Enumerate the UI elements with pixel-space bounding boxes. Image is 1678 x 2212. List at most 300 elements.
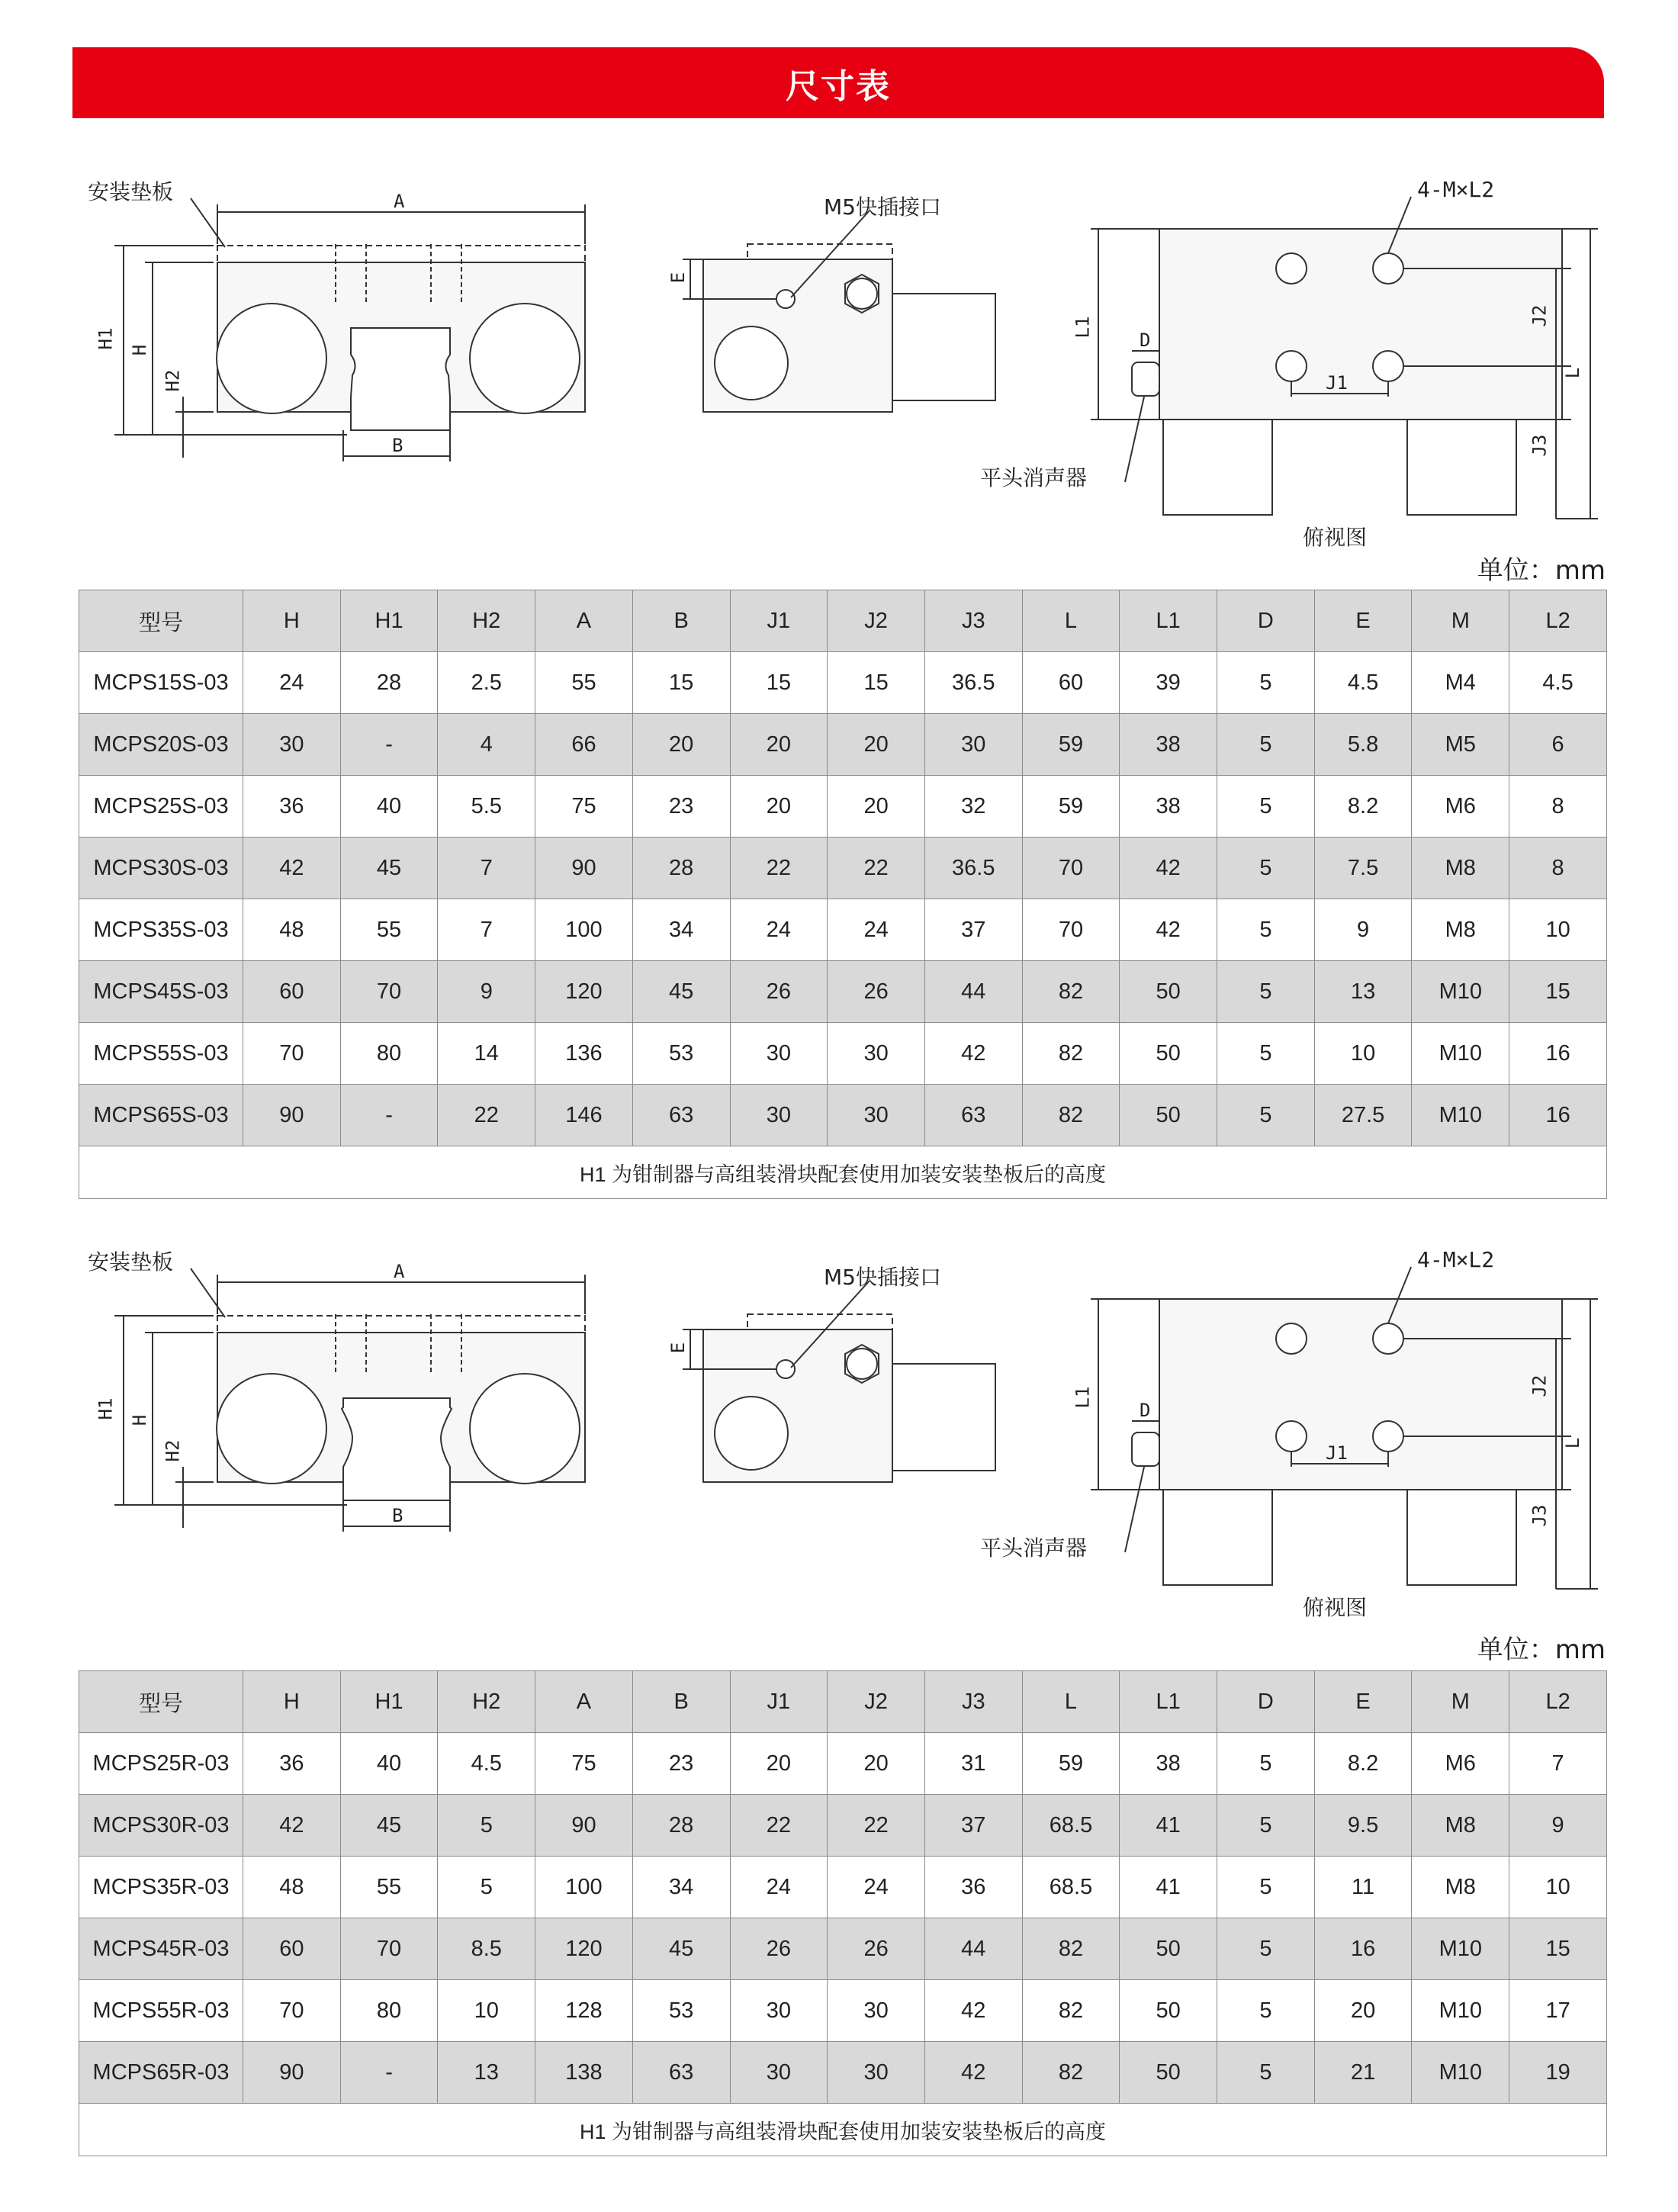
m5-port: [776, 1360, 795, 1378]
value-cell: 68.5: [1022, 1795, 1120, 1857]
front-cylinder-left: [217, 304, 326, 413]
unit-label-2: 单位：mm: [1477, 1635, 1606, 1665]
value-cell: 23: [632, 776, 730, 838]
value-cell: M10: [1412, 1023, 1509, 1085]
value-cell: 28: [632, 838, 730, 899]
value-cell: 15: [632, 652, 730, 714]
column-header: M: [1412, 590, 1509, 652]
value-cell: 7.5: [1314, 838, 1412, 899]
value-cell: 22: [438, 1085, 535, 1146]
value-cell: 63: [632, 2042, 730, 2104]
value-cell: 63: [924, 1085, 1022, 1146]
value-cell: 80: [340, 1023, 438, 1085]
value-cell: 15: [1509, 961, 1607, 1023]
value-cell: 10: [438, 1980, 535, 2042]
value-cell: M5: [1412, 714, 1509, 776]
quick-connector-label: M5快插接口: [824, 195, 941, 220]
dim-h-label: H: [129, 1414, 151, 1426]
value-cell: 50: [1120, 961, 1217, 1023]
value-cell: 82: [1022, 1918, 1120, 1980]
value-cell: 45: [340, 1795, 438, 1857]
value-cell: 45: [632, 1918, 730, 1980]
column-header: H: [243, 1671, 341, 1733]
value-cell: 42: [243, 838, 341, 899]
dim-j1-label: J1: [1326, 1442, 1348, 1464]
value-cell: 66: [535, 714, 633, 776]
value-cell: 24: [828, 899, 925, 961]
dim-a-label: A: [394, 1261, 405, 1282]
column-header: D: [1217, 590, 1315, 652]
value-cell: M8: [1412, 899, 1509, 961]
value-cell: 5: [438, 1795, 535, 1857]
column-header: H1: [340, 590, 438, 652]
column-header: 型号: [79, 1671, 243, 1733]
value-cell: 80: [340, 1980, 438, 2042]
value-cell: 34: [632, 1857, 730, 1918]
value-cell: 15: [828, 652, 925, 714]
value-cell: 53: [632, 1023, 730, 1085]
value-cell: 20: [1314, 1980, 1412, 2042]
value-cell: 26: [828, 1918, 925, 1980]
value-cell: 9: [438, 961, 535, 1023]
value-cell: 60: [243, 1918, 341, 1980]
value-cell: 38: [1120, 714, 1217, 776]
header-banner: [72, 47, 1604, 118]
value-cell: 146: [535, 1085, 633, 1146]
value-cell: 5: [1217, 1980, 1315, 2042]
table-row: [79, 838, 1607, 899]
value-cell: 14: [438, 1023, 535, 1085]
value-cell: 16: [1509, 1085, 1607, 1146]
model-cell: MCPS65R-03: [79, 2042, 243, 2104]
value-cell: 21: [1314, 2042, 1412, 2104]
value-cell: 4.5: [1509, 652, 1607, 714]
value-cell: 16: [1314, 1918, 1412, 1980]
value-cell: 30: [828, 1023, 925, 1085]
value-cell: 40: [340, 1733, 438, 1795]
front-cylinder-right: [470, 304, 580, 413]
dim-b-label: B: [392, 435, 403, 456]
column-header: J3: [924, 590, 1022, 652]
value-cell: 8: [1509, 776, 1607, 838]
value-cell: 42: [924, 1980, 1022, 2042]
unit-label: 单位：mm: [1477, 555, 1606, 586]
value-cell: 5.8: [1314, 714, 1412, 776]
value-cell: 55: [535, 652, 633, 714]
column-header: J2: [828, 590, 925, 652]
value-cell: 75: [535, 1733, 633, 1795]
value-cell: M10: [1412, 961, 1509, 1023]
dim-j1-label: J1: [1326, 372, 1348, 394]
column-header: L2: [1509, 1671, 1607, 1733]
value-cell: 5: [1217, 1023, 1315, 1085]
value-cell: 20: [828, 776, 925, 838]
page-title: 尺寸表: [786, 66, 891, 106]
model-cell: MCPS55S-03: [79, 1023, 243, 1085]
value-cell: 20: [828, 1733, 925, 1795]
table-row: [79, 1085, 1607, 1146]
side-extension: [892, 294, 995, 400]
value-cell: M10: [1412, 1980, 1509, 2042]
top-cylinder-right: [1407, 420, 1516, 515]
silencer-shape: [1132, 362, 1159, 396]
table-note: H1 为钳制器与高组装滑块配套使用加装安装垫板后的高度: [79, 2104, 1607, 2156]
value-cell: 11: [1314, 1857, 1412, 1918]
column-header: B: [632, 590, 730, 652]
top-cylinder-right: [1407, 1490, 1516, 1585]
column-header: B: [632, 1671, 730, 1733]
value-cell: 4: [438, 714, 535, 776]
value-cell: 70: [340, 1918, 438, 1980]
dim-j2-label: J2: [1529, 1374, 1551, 1397]
value-cell: 44: [924, 1918, 1022, 1980]
value-cell: M8: [1412, 1857, 1509, 1918]
column-header: A: [535, 590, 633, 652]
value-cell: 70: [243, 1980, 341, 2042]
value-cell: 75: [535, 776, 633, 838]
dim-d-label: D: [1140, 1400, 1151, 1421]
value-cell: 20: [828, 714, 925, 776]
table-row: [79, 714, 1607, 776]
value-cell: 90: [243, 2042, 341, 2104]
value-cell: M6: [1412, 1733, 1509, 1795]
value-cell: 38: [1120, 1733, 1217, 1795]
value-cell: 40: [340, 776, 438, 838]
value-cell: 4.5: [438, 1733, 535, 1795]
value-cell: 120: [535, 961, 633, 1023]
value-cell: 8.2: [1314, 776, 1412, 838]
column-header: E: [1314, 1671, 1412, 1733]
mounting-plate-shape: [217, 1316, 585, 1333]
table-row: [79, 1980, 1607, 2042]
value-cell: 82: [1022, 961, 1120, 1023]
value-cell: 7: [438, 838, 535, 899]
value-cell: -: [340, 2042, 438, 2104]
value-cell: 37: [924, 1795, 1022, 1857]
value-cell: 55: [340, 899, 438, 961]
dim-d-label: D: [1140, 330, 1151, 351]
dim-l-label: L: [1562, 1437, 1584, 1449]
dim-e-label: E: [667, 1342, 690, 1354]
value-cell: 15: [730, 652, 828, 714]
value-cell: 30: [730, 1980, 828, 2042]
value-cell: 59: [1022, 1733, 1120, 1795]
value-cell: 128: [535, 1980, 633, 2042]
model-cell: MCPS30S-03: [79, 838, 243, 899]
column-header: H: [243, 590, 341, 652]
table-row: [79, 961, 1607, 1023]
value-cell: 41: [1120, 1795, 1217, 1857]
value-cell: 41: [1120, 1857, 1217, 1918]
value-cell: 70: [1022, 838, 1120, 899]
value-cell: 50: [1120, 1085, 1217, 1146]
value-cell: M10: [1412, 1085, 1509, 1146]
silencer-label: 平头消声器: [980, 1535, 1088, 1561]
dim-h1-label: H1: [95, 1397, 117, 1420]
quick-connector-label: M5快插接口: [824, 1265, 941, 1290]
value-cell: 48: [243, 1857, 341, 1918]
dim-l-label: L: [1562, 367, 1584, 379]
table-row: [79, 1857, 1607, 1918]
value-cell: 68.5: [1022, 1857, 1120, 1918]
value-cell: 5: [1217, 2042, 1315, 2104]
top-body: [1159, 229, 1562, 420]
value-cell: M4: [1412, 652, 1509, 714]
value-cell: 5: [1217, 1857, 1315, 1918]
model-cell: MCPS65S-03: [79, 1085, 243, 1146]
table-row: [79, 1795, 1607, 1857]
value-cell: 70: [243, 1023, 341, 1085]
table-row: [79, 899, 1607, 961]
value-cell: 100: [535, 899, 633, 961]
value-cell: 82: [1022, 1023, 1120, 1085]
value-cell: 27.5: [1314, 1085, 1412, 1146]
value-cell: 36: [243, 1733, 341, 1795]
value-cell: 28: [632, 1795, 730, 1857]
column-header: E: [1314, 590, 1412, 652]
dim-l1-label: L1: [1072, 316, 1094, 339]
model-cell: MCPS30R-03: [79, 1795, 243, 1857]
value-cell: 19: [1509, 2042, 1607, 2104]
value-cell: 8.5: [438, 1918, 535, 1980]
dim-h-label: H: [129, 344, 151, 356]
value-cell: 24: [243, 652, 341, 714]
value-cell: 5: [438, 1857, 535, 1918]
model-cell: MCPS45R-03: [79, 1918, 243, 1980]
column-header: J3: [924, 1671, 1022, 1733]
front-cylinder-right: [470, 1374, 580, 1484]
column-header: J2: [828, 1671, 925, 1733]
model-cell: MCPS35S-03: [79, 899, 243, 961]
column-header: L2: [1509, 590, 1607, 652]
value-cell: 5: [1217, 1918, 1315, 1980]
value-cell: M8: [1412, 838, 1509, 899]
value-cell: 22: [730, 1795, 828, 1857]
value-cell: 2.5: [438, 652, 535, 714]
value-cell: 5: [1217, 776, 1315, 838]
value-cell: 90: [243, 1085, 341, 1146]
value-cell: 120: [535, 1918, 633, 1980]
value-cell: 5: [1217, 899, 1315, 961]
value-cell: 4.5: [1314, 652, 1412, 714]
value-cell: 22: [730, 838, 828, 899]
column-header: J1: [730, 590, 828, 652]
value-cell: 6: [1509, 714, 1607, 776]
value-cell: 82: [1022, 2042, 1120, 2104]
value-cell: 9: [1314, 899, 1412, 961]
value-cell: 5: [1217, 714, 1315, 776]
value-cell: 90: [535, 838, 633, 899]
value-cell: 30: [924, 714, 1022, 776]
dim-a-label: A: [394, 191, 405, 212]
value-cell: 7: [1509, 1733, 1607, 1795]
value-cell: 20: [730, 776, 828, 838]
value-cell: 30: [828, 1980, 925, 2042]
value-cell: 8: [1509, 838, 1607, 899]
top-view-label: 俯视图: [1303, 1595, 1368, 1620]
top-view-label: 俯视图: [1303, 525, 1368, 550]
mounting-plate-label: 安装垫板: [88, 1249, 174, 1275]
value-cell: 24: [828, 1857, 925, 1918]
value-cell: 53: [632, 1980, 730, 2042]
value-cell: -: [340, 714, 438, 776]
dim-b-label: B: [392, 1505, 403, 1526]
mounting-plate-shape: [217, 246, 585, 262]
side-cylinder: [715, 326, 788, 400]
value-cell: 82: [1022, 1085, 1120, 1146]
value-cell: 7: [438, 899, 535, 961]
technical-drawing-s-series: [0, 168, 1678, 564]
value-cell: 39: [1120, 652, 1217, 714]
value-cell: 45: [632, 961, 730, 1023]
value-cell: 42: [924, 1023, 1022, 1085]
model-cell: MCPS55R-03: [79, 1980, 243, 2042]
value-cell: 5: [1217, 652, 1315, 714]
dimension-table-r: [79, 1670, 1607, 2156]
value-cell: 26: [828, 961, 925, 1023]
dimension-table-s: [79, 590, 1607, 1199]
column-header: A: [535, 1671, 633, 1733]
holes-label: 4-M×L2: [1417, 177, 1495, 202]
value-cell: 44: [924, 961, 1022, 1023]
rail-profile: [342, 1398, 452, 1500]
technical-drawing-r-series: [0, 1238, 1678, 1635]
model-cell: MCPS45S-03: [79, 961, 243, 1023]
dim-j3-label: J3: [1529, 434, 1551, 457]
value-cell: 15: [1509, 1918, 1607, 1980]
column-header: H2: [438, 1671, 535, 1733]
value-cell: 30: [828, 1085, 925, 1146]
column-header: H1: [340, 1671, 438, 1733]
value-cell: 5: [1217, 961, 1315, 1023]
value-cell: 60: [1022, 652, 1120, 714]
mounting-plate-label: 安装垫板: [88, 179, 174, 204]
value-cell: 30: [730, 2042, 828, 2104]
column-header: H2: [438, 590, 535, 652]
value-cell: 30: [243, 714, 341, 776]
value-cell: 10: [1314, 1023, 1412, 1085]
value-cell: 10: [1509, 899, 1607, 961]
value-cell: M10: [1412, 1918, 1509, 1980]
value-cell: 50: [1120, 2042, 1217, 2104]
value-cell: 48: [243, 899, 341, 961]
value-cell: 8.2: [1314, 1733, 1412, 1795]
side-extension: [892, 1364, 995, 1471]
value-cell: 136: [535, 1023, 633, 1085]
value-cell: 50: [1120, 1980, 1217, 2042]
value-cell: 36: [924, 1857, 1022, 1918]
value-cell: 50: [1120, 1023, 1217, 1085]
silencer-shape: [1132, 1432, 1159, 1466]
dim-j3-label: J3: [1529, 1504, 1551, 1527]
table-row: [79, 1918, 1607, 1980]
value-cell: 138: [535, 2042, 633, 2104]
value-cell: 38: [1120, 776, 1217, 838]
value-cell: 36.5: [924, 838, 1022, 899]
value-cell: 26: [730, 961, 828, 1023]
value-cell: 42: [1120, 899, 1217, 961]
model-cell: MCPS15S-03: [79, 652, 243, 714]
value-cell: 30: [730, 1023, 828, 1085]
value-cell: 100: [535, 1857, 633, 1918]
value-cell: 42: [1120, 838, 1217, 899]
rail-profile: [351, 328, 450, 430]
column-header: L1: [1120, 1671, 1217, 1733]
dim-h2-label: H2: [162, 1439, 184, 1462]
value-cell: 5: [1217, 1795, 1315, 1857]
value-cell: 5.5: [438, 776, 535, 838]
value-cell: 42: [924, 2042, 1022, 2104]
value-cell: M6: [1412, 776, 1509, 838]
dim-h2-label: H2: [162, 369, 184, 392]
model-cell: MCPS35R-03: [79, 1857, 243, 1918]
value-cell: 5: [1217, 1085, 1315, 1146]
value-cell: 16: [1509, 1023, 1607, 1085]
table-row: [79, 776, 1607, 838]
value-cell: 17: [1509, 1980, 1607, 2042]
value-cell: 32: [924, 776, 1022, 838]
table-row: [79, 1023, 1607, 1085]
m5-port: [776, 290, 795, 308]
table-note: H1 为钳制器与高组装滑块配套使用加装安装垫板后的高度: [79, 1146, 1607, 1199]
value-cell: 42: [243, 1795, 341, 1857]
value-cell: 63: [632, 1085, 730, 1146]
value-cell: 10: [1509, 1857, 1607, 1918]
value-cell: 13: [438, 2042, 535, 2104]
value-cell: 45: [340, 838, 438, 899]
value-cell: 36.5: [924, 652, 1022, 714]
value-cell: 22: [828, 1795, 925, 1857]
value-cell: 23: [632, 1733, 730, 1795]
dim-h1-label: H1: [95, 327, 117, 350]
front-cylinder-left: [217, 1374, 326, 1484]
value-cell: 24: [730, 1857, 828, 1918]
table-row: [79, 652, 1607, 714]
model-cell: MCPS25S-03: [79, 776, 243, 838]
model-cell: MCPS20S-03: [79, 714, 243, 776]
table-row: [79, 1733, 1607, 1795]
value-cell: -: [340, 1085, 438, 1146]
value-cell: 59: [1022, 714, 1120, 776]
column-header: L: [1022, 590, 1120, 652]
column-header: L1: [1120, 590, 1217, 652]
top-cylinder-left: [1163, 420, 1272, 515]
column-header: D: [1217, 1671, 1315, 1733]
value-cell: M10: [1412, 2042, 1509, 2104]
value-cell: 9: [1509, 1795, 1607, 1857]
value-cell: 30: [828, 2042, 925, 2104]
value-cell: 70: [1022, 899, 1120, 961]
value-cell: 20: [632, 714, 730, 776]
side-cylinder: [715, 1397, 788, 1470]
column-header: J1: [730, 1671, 828, 1733]
value-cell: M8: [1412, 1795, 1509, 1857]
value-cell: 24: [730, 899, 828, 961]
holes-label: 4-M×L2: [1417, 1247, 1495, 1272]
value-cell: 60: [243, 961, 341, 1023]
value-cell: 5: [1217, 1733, 1315, 1795]
model-cell: MCPS25R-03: [79, 1733, 243, 1795]
value-cell: 9.5: [1314, 1795, 1412, 1857]
column-header: 型号: [79, 590, 243, 652]
value-cell: 55: [340, 1857, 438, 1918]
value-cell: 82: [1022, 1980, 1120, 2042]
value-cell: 50: [1120, 1918, 1217, 1980]
value-cell: 20: [730, 714, 828, 776]
dim-l1-label: L1: [1072, 1386, 1094, 1409]
dim-e-label: E: [667, 272, 690, 284]
table-row: [79, 2042, 1607, 2104]
